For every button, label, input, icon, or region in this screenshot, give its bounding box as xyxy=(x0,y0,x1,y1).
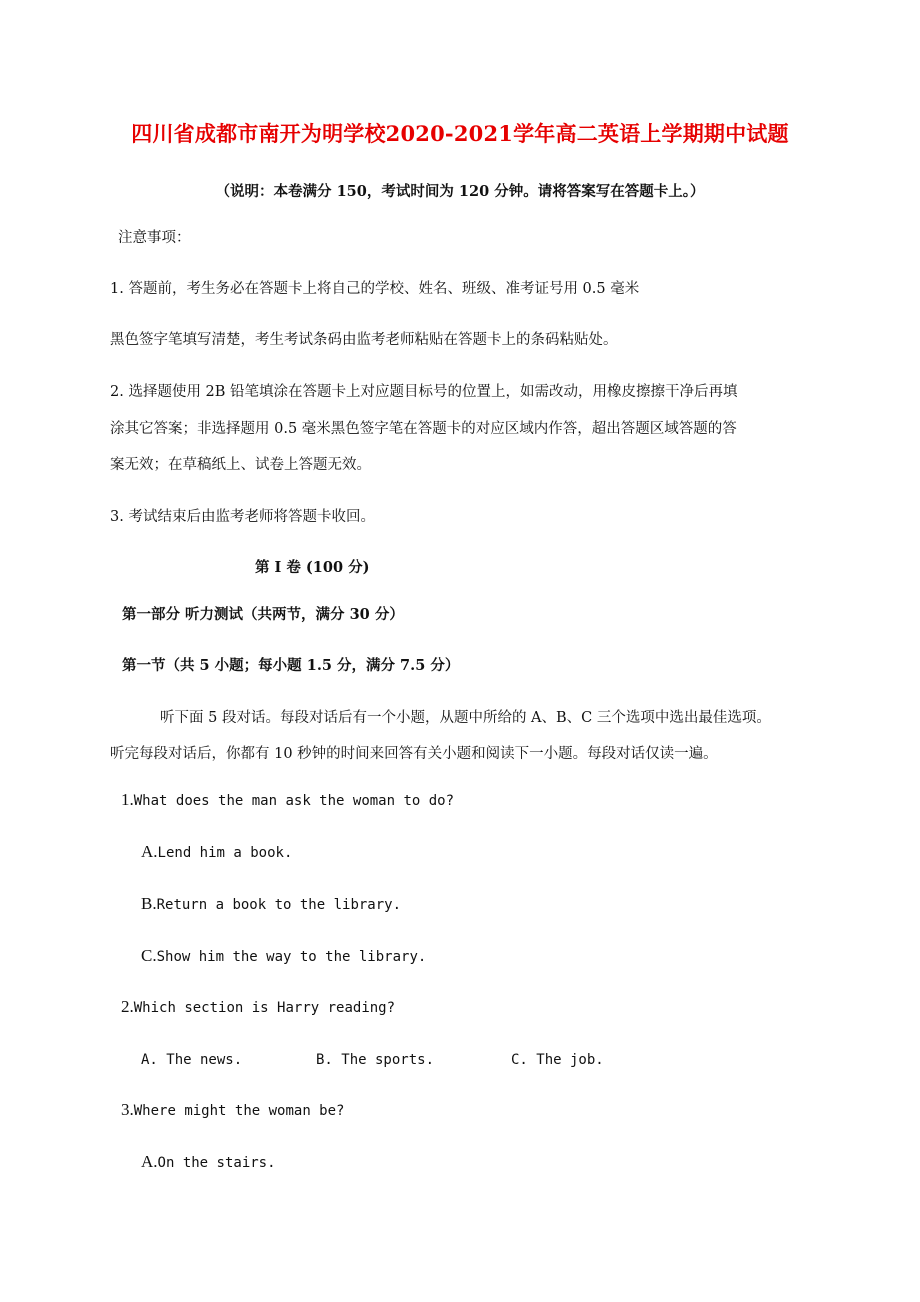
question-text: What does the man ask the woman to do? xyxy=(133,793,455,809)
question-number: 2. xyxy=(121,997,134,1016)
question-number: 3. xyxy=(121,1100,134,1119)
question-1 xyxy=(121,790,454,810)
instructions-line-2: 听完每段对话后，你都有 10 秒钟的时间来回答有关小题和阅读下一小题。每段对话仅读一遍。 xyxy=(110,746,718,762)
notice-2-line-3: 案无效；在草稿纸上、试卷上答题无效。 xyxy=(110,457,371,473)
question-number: 1. xyxy=(121,790,134,809)
question-2-option-c: C. The job. xyxy=(511,1052,604,1068)
option-letter: A. xyxy=(141,842,158,861)
option-letter: C. xyxy=(141,946,157,965)
option-text: Return a book to the library. xyxy=(156,897,402,913)
question-2-option-a: A. The news. xyxy=(141,1052,243,1068)
instructions-line-1: 听下面 5 段对话。每段对话后有一个小题，从题中所给的 A、B、C 三个选项中选出最佳选项。 xyxy=(160,710,771,726)
question-text: Which section is Harry reading? xyxy=(133,1000,396,1016)
question-2 xyxy=(121,997,395,1017)
question-text: Where might the woman be? xyxy=(133,1103,345,1119)
exam-note: （说明：本卷满分 150，考试时间为 120 分钟。请将答案写在答题卡上。） xyxy=(215,183,705,200)
notice-2-line-1: 2. 选择题使用 2B 铅笔填涂在答题卡上对应题目标号的位置上，如需改动，用橡皮擦擦干净后再填 xyxy=(110,384,738,400)
option-letter: A. xyxy=(141,1152,158,1171)
question-1-option-c xyxy=(141,946,426,966)
notice-1-line-2: 黑色签字笔填写清楚，考生考试条码由监考老师粘贴在答题卡上的条码粘贴处。 xyxy=(110,332,618,348)
part-heading: 第一部分 听力测试（共两节，满分 30 分） xyxy=(122,606,404,623)
notice-3: 3. 考试结束后由监考老师将答题卡收回。 xyxy=(110,509,375,525)
option-letter: B. xyxy=(141,894,157,913)
question-1-option-b xyxy=(141,894,401,914)
option-text: On the stairs. xyxy=(157,1155,276,1171)
section-heading: 第一节（共 5 小题；每小题 1.5 分，满分 7.5 分） xyxy=(122,657,460,674)
question-3 xyxy=(121,1100,344,1120)
option-text: Lend him a book. xyxy=(157,845,293,861)
question-2-option-b: B. The sports. xyxy=(316,1052,435,1068)
document-title: 四川省成都市南开为明学校2020-2021学年高二英语上学期期中试题 xyxy=(131,121,789,146)
question-1-option-a xyxy=(141,842,292,862)
notice-heading: 注意事项： xyxy=(118,230,191,246)
notice-2-line-2: 涂其它答案；非选择题用 0.5 毫米黑色签字笔在答题卡的对应区域内作答，超出答题区域答题的答 xyxy=(110,421,737,437)
volume-heading: 第 I 卷 (100 分) xyxy=(255,559,370,576)
option-text: Show him the way to the library. xyxy=(156,949,427,965)
question-3-option-a xyxy=(141,1152,276,1172)
notice-1-line-1: 1. 答题前，考生务必在答题卡上将自己的学校、姓名、班级、准考证号用 0.5 毫米 xyxy=(110,281,640,297)
